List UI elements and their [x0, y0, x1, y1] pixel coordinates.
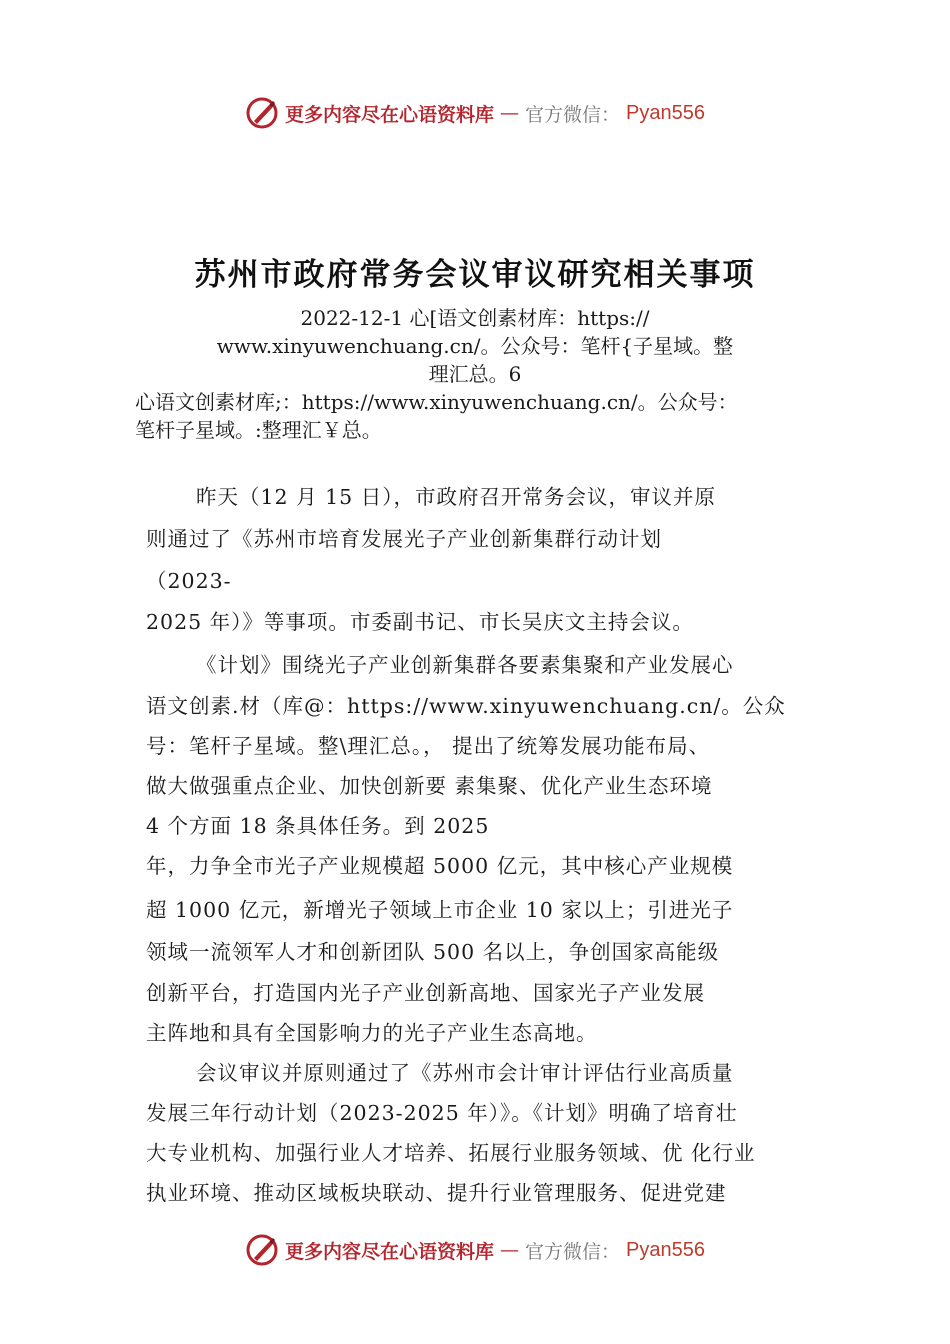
watermark-text: 更多内容尽在心语资料库 — [285, 1240, 495, 1263]
meta-line: 2022-12-1 心[语文创素材库：https:// — [300, 306, 650, 330]
watermark-label: 官方微信： — [525, 103, 621, 126]
watermark-text: 更多内容尽在心语资料库 — [285, 103, 495, 126]
meta-line: 心语文创素材库;：https://www.xinyuwenchuang.cn/。公众号： — [135, 390, 738, 414]
body-line: 领域一流领军人才和创新团队 500 名以上，争创国家高能级 — [146, 940, 720, 964]
body-line: 超 1000 亿元，新增光子领域上市企业 10 家以上；引进光子 — [146, 898, 734, 922]
body-line: 发展三年行动计划（2023-2025 年）》。《计划》明确了培育壮 — [146, 1101, 738, 1125]
watermark-label: 官方微信： — [525, 1240, 621, 1263]
body-line: 则通过了《苏州市培育发展光子产业创新集群行动计划 — [146, 527, 662, 551]
watermark-id: Pyan556 — [626, 1238, 705, 1261]
body-line: 号：笔杆子星域。整\理汇总。， 提出了统筹发展功能布局、 — [146, 734, 711, 758]
body-line: 会议审议并原则通过了《苏州市会计审计评估行业高质量 — [196, 1061, 734, 1085]
meta-line: www.xinyuwenchuang.cn/。公众号：笔杆{子星域。整 — [216, 334, 734, 358]
body-line: 大专业机构、加强行业人才培养、拓展行业服务领域、优 化行业 — [146, 1141, 756, 1165]
body-line: 执业环境、推动区域板块联动、提升行业管理服务、促进党建 — [146, 1181, 727, 1205]
body-line: 语文创素.材（库@：https://www.xinyuwenchuang.cn/。公众 — [146, 694, 786, 718]
footer-watermark — [0, 1233, 950, 1267]
pen-logo-icon — [245, 1233, 279, 1267]
watermark-id: Pyan556 — [626, 101, 705, 124]
body-line: 做大做强重点企业、加快创新要 素集聚、优化产业生态环境 — [146, 774, 713, 798]
watermark-separator: — — [500, 1239, 520, 1261]
watermark-separator: — — [500, 102, 520, 124]
body-line: 2025 年）》等事项。市委副书记、市长吴庆文主持会议。 — [146, 610, 694, 634]
meta-line: 理汇总。6 — [428, 362, 522, 386]
body-line: 主阵地和具有全国影响力的光子产业生态高地。 — [146, 1021, 598, 1045]
body-line: 《计划》围绕光子产业创新集群各要素集聚和产业发展心 — [196, 653, 734, 677]
body-line: 昨天（12 月 15 日），市政府召开常务会议，审议并原 — [196, 485, 716, 509]
body-line: 年，力争全市光子产业规模超 5000 亿元，其中核心产业规模 — [146, 854, 734, 878]
header-watermark — [0, 96, 950, 130]
document-title: 苏州市政府常务会议审议研究相关事项 — [194, 257, 756, 293]
meta-line: 笔杆子星域。:整理汇￥总。 — [135, 418, 382, 442]
pen-logo-icon — [245, 96, 279, 130]
body-line: （2023- — [146, 569, 232, 593]
body-line: 创新平台，打造国内光子产业创新高地、国家光子产业发展 — [146, 981, 705, 1005]
body-line: 4 个方面 18 条具体任务。到 2025 — [146, 814, 490, 838]
